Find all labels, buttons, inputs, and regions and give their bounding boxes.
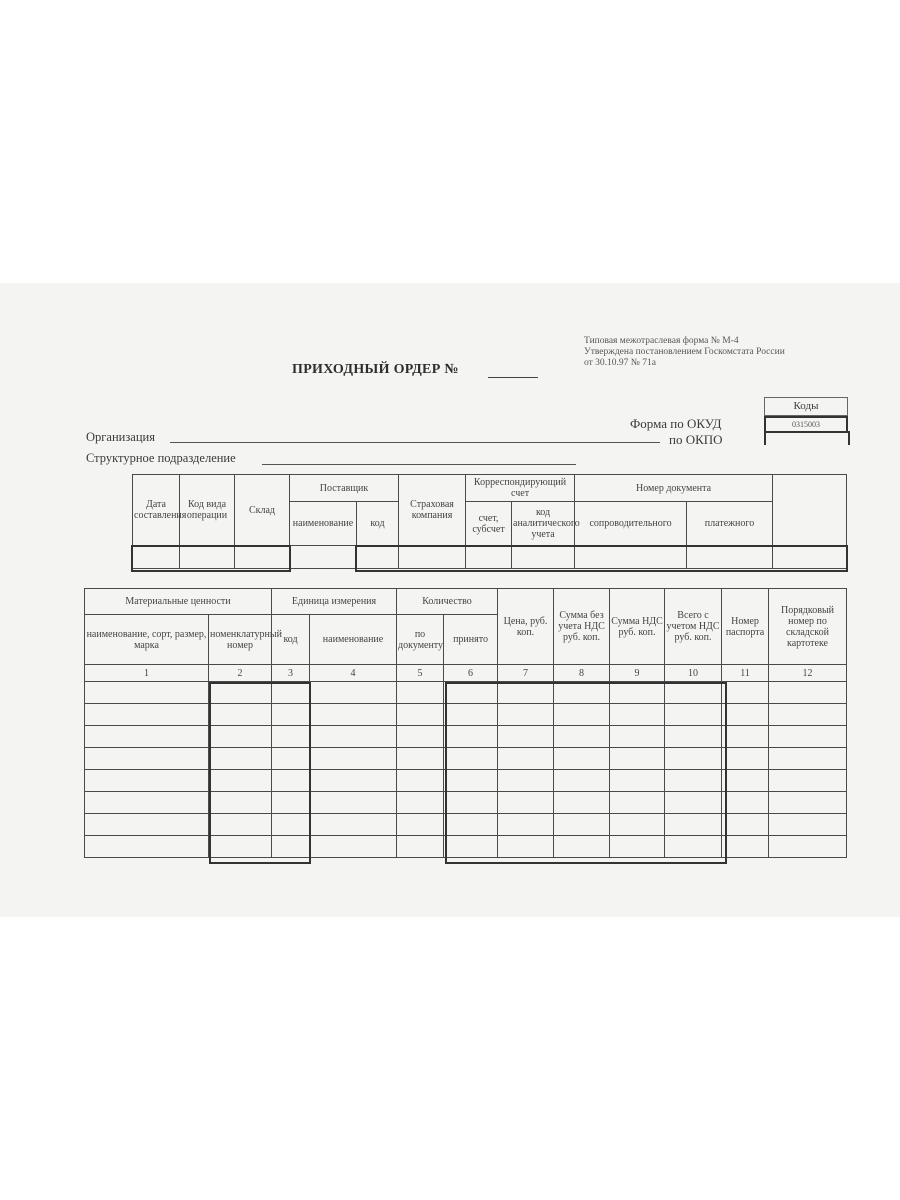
table-cell[interactable] <box>397 770 444 792</box>
table-cell[interactable] <box>85 770 209 792</box>
table-cell[interactable] <box>498 682 554 704</box>
table-cell[interactable] <box>397 704 444 726</box>
table-cell[interactable] <box>498 770 554 792</box>
table-cell[interactable] <box>610 726 665 748</box>
op-code-cell[interactable] <box>180 546 235 569</box>
table-cell[interactable] <box>665 682 722 704</box>
analytic-code-cell[interactable] <box>512 546 575 569</box>
table-cell[interactable] <box>665 792 722 814</box>
unit-code-header: код <box>272 615 310 665</box>
corr-account-header: Корреспондирующий счет <box>466 475 575 502</box>
table-cell[interactable] <box>769 792 847 814</box>
table-cell[interactable] <box>272 704 310 726</box>
table-cell[interactable] <box>554 836 610 858</box>
table-cell[interactable] <box>610 770 665 792</box>
column-number: 10 <box>665 665 722 682</box>
analytic-code-header: код аналитического учета <box>512 502 575 546</box>
card-number-header: Порядковый номер по складской картотеке <box>769 589 847 665</box>
table-cell[interactable] <box>722 836 769 858</box>
materials-table <box>84 588 847 858</box>
table-cell[interactable] <box>209 814 272 836</box>
table-cell[interactable] <box>769 748 847 770</box>
table-cell[interactable] <box>769 836 847 858</box>
table-cell[interactable] <box>769 704 847 726</box>
table-cell[interactable] <box>85 748 209 770</box>
table-cell[interactable] <box>554 682 610 704</box>
table-cell[interactable] <box>209 726 272 748</box>
qty-doc-header: по документу <box>397 615 444 665</box>
table-cell[interactable] <box>397 814 444 836</box>
table-cell[interactable] <box>209 836 272 858</box>
account-cell[interactable] <box>466 546 512 569</box>
table-cell[interactable] <box>310 836 397 858</box>
table-cell[interactable] <box>498 704 554 726</box>
passport-header: Номер паспорта <box>722 589 769 665</box>
table-cell[interactable] <box>85 726 209 748</box>
column-number: 4 <box>310 665 397 682</box>
column-number: 7 <box>498 665 554 682</box>
column-number: 8 <box>554 665 610 682</box>
table-cell[interactable] <box>209 704 272 726</box>
table-cell[interactable] <box>272 682 310 704</box>
document-title: ПРИХОДНЫЙ ОРДЕР № <box>292 362 459 377</box>
warehouse-cell[interactable] <box>235 546 290 569</box>
table-row <box>85 770 847 792</box>
table-cell[interactable] <box>554 770 610 792</box>
table-cell[interactable] <box>610 792 665 814</box>
table-cell[interactable] <box>610 704 665 726</box>
table-cell[interactable] <box>722 726 769 748</box>
column-number: 1 <box>85 665 209 682</box>
okud-code: 0315003 <box>764 416 848 433</box>
table-cell[interactable] <box>665 704 722 726</box>
insurance-header: Страховая компания <box>399 475 466 546</box>
table-cell[interactable] <box>397 792 444 814</box>
table-cell[interactable] <box>85 792 209 814</box>
okpo-field[interactable] <box>764 431 850 445</box>
department-label: Структурное подразделение <box>86 451 236 465</box>
column-number: 5 <box>397 665 444 682</box>
supplier-name-cell[interactable] <box>290 546 357 569</box>
table-cell[interactable] <box>769 770 847 792</box>
table-cell[interactable] <box>272 814 310 836</box>
supplier-header: Поставщик <box>290 475 399 502</box>
approval-note: Утверждена постановлением Госкомстата России <box>584 347 785 357</box>
column-number: 11 <box>722 665 769 682</box>
table-row <box>85 748 847 770</box>
table-cell[interactable] <box>272 770 310 792</box>
table-cell[interactable] <box>444 770 498 792</box>
table-row <box>85 704 847 726</box>
table-cell[interactable] <box>310 748 397 770</box>
table-cell[interactable] <box>665 770 722 792</box>
vat-sum-header: Сумма НДС руб. коп. <box>610 589 665 665</box>
doc-number-header: Номер документа <box>575 475 773 502</box>
table-row <box>85 836 847 858</box>
table-row <box>85 814 847 836</box>
table-row <box>85 792 847 814</box>
insurance-cell[interactable] <box>399 546 466 569</box>
unit-header: Единица измерения <box>272 589 397 615</box>
table-cell[interactable] <box>85 704 209 726</box>
table-cell[interactable] <box>444 682 498 704</box>
date-cell[interactable] <box>133 546 180 569</box>
table-row <box>85 682 847 704</box>
form-type-note: Типовая межотраслевая форма № М-4 <box>584 336 739 346</box>
okud-label: Форма по ОКУД <box>630 416 722 431</box>
column-numbers-row <box>85 665 847 682</box>
table-cell[interactable] <box>769 726 847 748</box>
organization-field[interactable] <box>170 442 660 443</box>
table-cell[interactable] <box>397 748 444 770</box>
table-cell[interactable] <box>498 726 554 748</box>
table-cell[interactable] <box>610 748 665 770</box>
department-field[interactable] <box>262 464 576 465</box>
table-cell[interactable] <box>272 748 310 770</box>
extra-column-header <box>773 475 847 546</box>
price-header: Цена, руб. коп. <box>498 589 554 665</box>
op-code-header: Код вида операции <box>180 475 235 546</box>
qty-accepted-header: принято <box>444 615 498 665</box>
order-details-table <box>132 474 847 569</box>
date-header: Дата составления <box>133 475 180 546</box>
table-cell[interactable] <box>272 726 310 748</box>
table-cell[interactable] <box>498 748 554 770</box>
table-cell[interactable] <box>444 748 498 770</box>
material-number-header: номенклатурный номер <box>209 615 272 665</box>
table-cell[interactable] <box>610 814 665 836</box>
table-cell[interactable] <box>310 792 397 814</box>
table-cell[interactable] <box>554 792 610 814</box>
column-number: 6 <box>444 665 498 682</box>
supplier-code-header: код <box>357 502 399 546</box>
table-row <box>85 726 847 748</box>
table-cell[interactable] <box>444 792 498 814</box>
approval-date-note: от 30.10.97 № 71а <box>584 358 656 368</box>
table-cell[interactable] <box>554 814 610 836</box>
table-cell[interactable] <box>310 726 397 748</box>
table-cell[interactable] <box>310 682 397 704</box>
table-cell[interactable] <box>397 836 444 858</box>
extra-cell[interactable] <box>773 546 847 569</box>
table-cell[interactable] <box>310 770 397 792</box>
table-cell[interactable] <box>665 748 722 770</box>
table-cell[interactable] <box>554 748 610 770</box>
table-cell[interactable] <box>722 704 769 726</box>
materials-header: Материальные ценности <box>85 589 272 615</box>
table-cell[interactable] <box>310 704 397 726</box>
order-number-field[interactable] <box>488 377 538 378</box>
table-cell[interactable] <box>310 814 397 836</box>
table-cell[interactable] <box>209 682 272 704</box>
table-cell[interactable] <box>209 748 272 770</box>
okpo-label: по ОКПО <box>669 432 723 447</box>
material-name-header: наименование, сорт, размер, марка <box>85 615 209 665</box>
table-cell[interactable] <box>444 836 498 858</box>
table-cell[interactable] <box>722 682 769 704</box>
supplier-name-header: наименование <box>290 502 357 546</box>
column-number: 12 <box>769 665 847 682</box>
codes-header: Коды <box>764 397 848 416</box>
accompanying-doc-cell[interactable] <box>575 546 687 569</box>
table-cell[interactable] <box>722 792 769 814</box>
sum-no-vat-header: Сумма без учета НДС руб. коп. <box>554 589 610 665</box>
table-cell[interactable] <box>209 792 272 814</box>
table-cell[interactable] <box>397 726 444 748</box>
table-cell[interactable] <box>444 814 498 836</box>
table-cell[interactable] <box>272 792 310 814</box>
table-cell[interactable] <box>769 814 847 836</box>
table-row <box>133 546 847 569</box>
organization-label: Организация <box>86 430 155 444</box>
table-cell[interactable] <box>85 814 209 836</box>
table-cell[interactable] <box>397 682 444 704</box>
table-cell[interactable] <box>498 792 554 814</box>
table-cell[interactable] <box>272 836 310 858</box>
accompanying-doc-header: сопроводительного <box>575 502 687 546</box>
column-number: 2 <box>209 665 272 682</box>
table-cell[interactable] <box>722 770 769 792</box>
table-cell[interactable] <box>209 770 272 792</box>
table-cell[interactable] <box>610 836 665 858</box>
table-cell[interactable] <box>444 726 498 748</box>
total-vat-header: Всего с учетом НДС руб. коп. <box>665 589 722 665</box>
table-cell[interactable] <box>85 682 209 704</box>
table-cell[interactable] <box>85 836 209 858</box>
table-cell[interactable] <box>554 726 610 748</box>
account-header: счет, субсчет <box>466 502 512 546</box>
column-number: 3 <box>272 665 310 682</box>
warehouse-header: Склад <box>235 475 290 546</box>
table-cell[interactable] <box>665 836 722 858</box>
table-cell[interactable] <box>665 726 722 748</box>
supplier-code-cell[interactable] <box>357 546 399 569</box>
payment-doc-cell[interactable] <box>687 546 773 569</box>
table-cell[interactable] <box>769 682 847 704</box>
unit-name-header: наименование <box>310 615 397 665</box>
table-cell[interactable] <box>444 704 498 726</box>
table-cell[interactable] <box>498 836 554 858</box>
table-cell[interactable] <box>498 814 554 836</box>
table-cell[interactable] <box>722 748 769 770</box>
payment-doc-header: платежного <box>687 502 773 546</box>
table-cell[interactable] <box>554 704 610 726</box>
column-number: 9 <box>610 665 665 682</box>
table-cell[interactable] <box>665 814 722 836</box>
table-cell[interactable] <box>610 682 665 704</box>
quantity-header: Количество <box>397 589 498 615</box>
table-cell[interactable] <box>722 814 769 836</box>
